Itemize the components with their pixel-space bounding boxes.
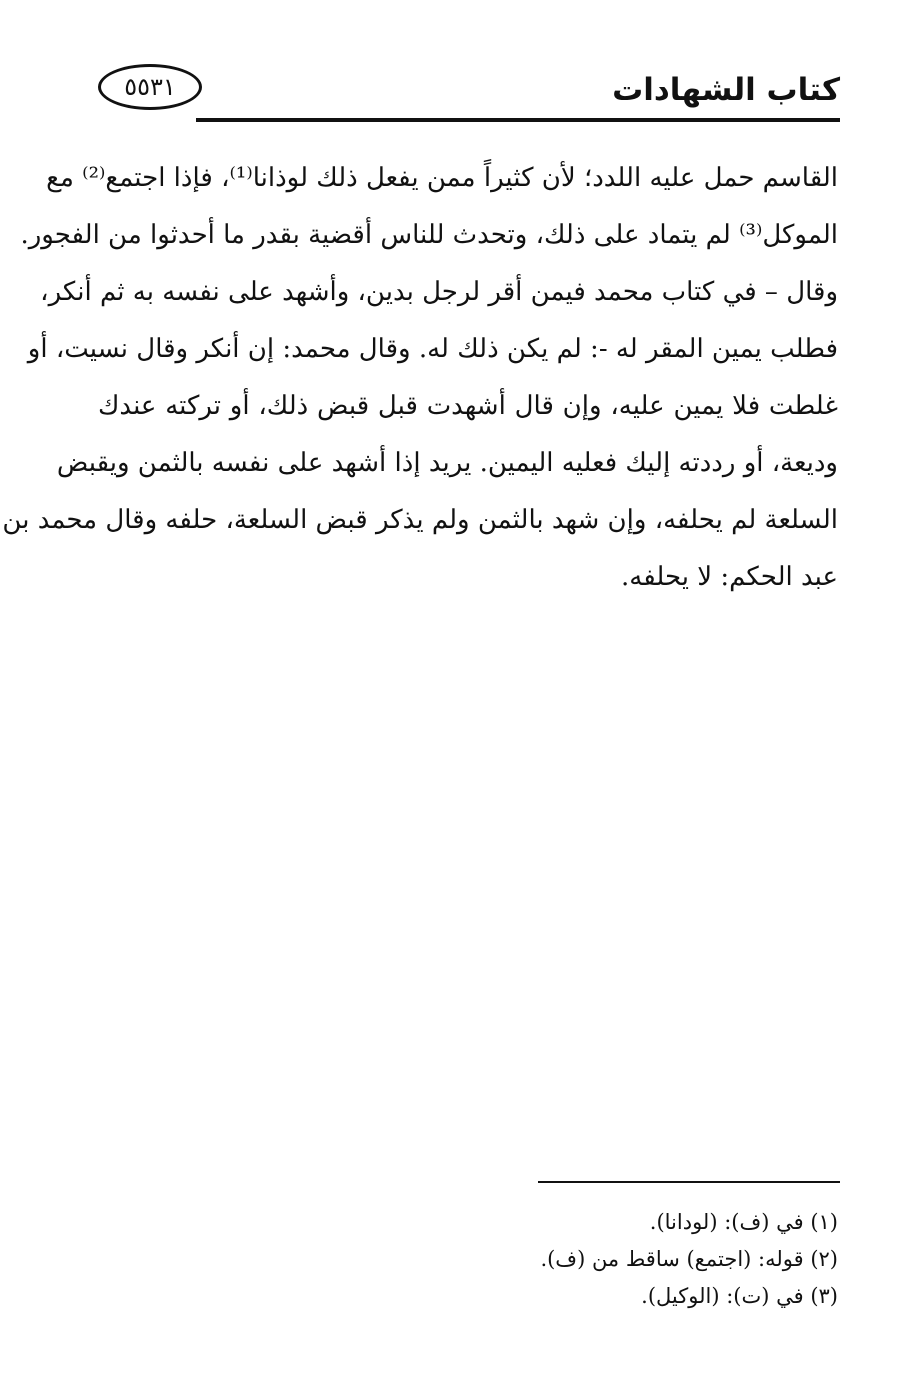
footnote-3: (٣) في (ت): (الوكيل). bbox=[641, 1284, 838, 1308]
text-line: وديعة، أو رددته إليك فعليه اليمين. يريد إذا أشهد على نفسه بالثمن ويقبض bbox=[56, 448, 838, 478]
text-line: فطلب يمين المقر له -: لم يكن ذلك له. وقال محمد: إن أنكر وقال نسيت، أو bbox=[27, 334, 838, 364]
page-header bbox=[96, 58, 840, 128]
footnote-1: (١) في (ف): (لودانا). bbox=[649, 1210, 838, 1234]
footnote-separator bbox=[538, 1181, 840, 1183]
header-rule bbox=[196, 118, 840, 122]
text-line: الموكل⁽³⁾ لم يتماد على ذلك، وتحدث للناس أقضية بقدر ما أحدثوا من الفجور. bbox=[20, 220, 838, 250]
page-number-oval bbox=[98, 64, 202, 110]
text-line: وقال – في كتاب محمد فيمن أقر لرجل بدين، وأشهد على نفسه به ثم أنكر، bbox=[40, 277, 838, 307]
text-line: غلطت فلا يمين عليه، وإن قال أشهدت قبل قبض ذلك، أو تركته عندك bbox=[98, 391, 838, 421]
main-text bbox=[2, 150, 838, 606]
book-title: كتاب الشهادات bbox=[612, 72, 840, 108]
footnote-2: (٢) قوله: (اجتمع) ساقط من (ف). bbox=[540, 1247, 838, 1271]
text-line: عبد الحكم: لا يحلفه. bbox=[621, 562, 838, 592]
text-line: القاسم حمل عليه اللدد؛ لأن كثيراً ممن يفعل ذلك لوذانا⁽¹⁾، فإذا اجتمع⁽²⁾ مع bbox=[46, 163, 838, 193]
text-line: السلعة لم يحلفه، وإن شهد بالثمن ولم يذكر قبض السلعة، حلفه وقال محمد بن bbox=[2, 505, 838, 535]
page-number: ٥٥٣١ bbox=[124, 73, 176, 101]
footnotes bbox=[98, 1204, 838, 1315]
